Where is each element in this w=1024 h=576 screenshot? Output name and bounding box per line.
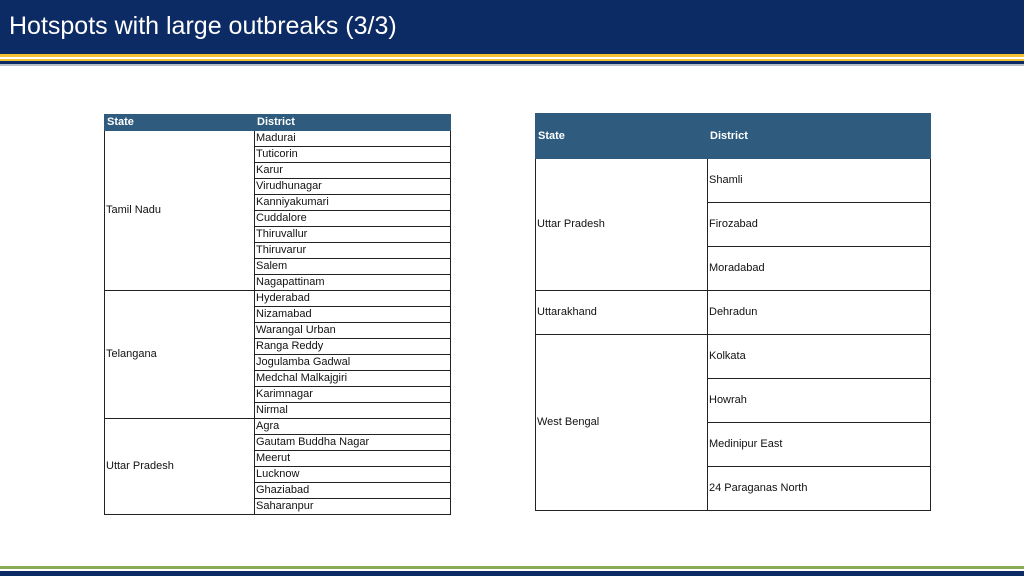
district-cell: Tuticorin — [255, 147, 451, 163]
header-gray-stripe — [0, 64, 1024, 66]
district-cell: Gautam Buddha Nagar — [255, 435, 451, 451]
state-cell: Tamil Nadu — [105, 131, 255, 291]
district-cell: Medchal Malkajgiri — [255, 371, 451, 387]
district-cell: Medinipur East — [708, 423, 931, 467]
right-hotspot-table — [535, 113, 931, 511]
district-cell: Kanniyakumari — [255, 195, 451, 211]
district-cell: Shamli — [708, 159, 931, 203]
district-cell: Virudhunagar — [255, 179, 451, 195]
state-cell: Uttar Pradesh — [105, 419, 255, 515]
footer-navy-stripe — [0, 571, 1024, 576]
district-cell: Salem — [255, 259, 451, 275]
left-table-body — [105, 131, 451, 515]
district-cell: Ranga Reddy — [255, 339, 451, 355]
district-cell: Hyderabad — [255, 291, 451, 307]
state-cell: West Bengal — [536, 335, 708, 511]
district-cell: 24 Paraganas North — [708, 467, 931, 511]
district-cell: Nagapattinam — [255, 275, 451, 291]
title-bar — [0, 0, 1024, 54]
table-row — [105, 131, 451, 147]
table-row — [536, 335, 931, 379]
district-cell: Nizamabad — [255, 307, 451, 323]
state-cell: Telangana — [105, 291, 255, 419]
state-cell: Uttar Pradesh — [536, 159, 708, 291]
district-cell: Firozabad — [708, 203, 931, 247]
district-cell: Jogulamba Gadwal — [255, 355, 451, 371]
table-row — [536, 159, 931, 203]
district-cell: Thiruvallur — [255, 227, 451, 243]
page-title: Hotspots with large outbreaks (3/3) — [9, 12, 397, 40]
district-cell: Lucknow — [255, 467, 451, 483]
table-row — [536, 291, 931, 335]
table-header-row — [105, 115, 451, 131]
left-hotspot-table — [104, 114, 451, 515]
district-cell: Moradabad — [708, 247, 931, 291]
district-cell: Dehradun — [708, 291, 931, 335]
column-header-state: State — [536, 114, 708, 159]
district-cell: Ghaziabad — [255, 483, 451, 499]
table-row — [105, 419, 451, 435]
district-cell: Nirmal — [255, 403, 451, 419]
district-cell: Warangal Urban — [255, 323, 451, 339]
right-table-body — [536, 159, 931, 511]
district-cell: Kolkata — [708, 335, 931, 379]
table-row — [105, 291, 451, 307]
column-header-district: District — [708, 114, 931, 159]
district-cell: Karimnagar — [255, 387, 451, 403]
district-cell: Saharanpur — [255, 499, 451, 515]
district-cell: Agra — [255, 419, 451, 435]
district-cell: Madurai — [255, 131, 451, 147]
state-cell: Uttarakhand — [536, 291, 708, 335]
district-cell: Cuddalore — [255, 211, 451, 227]
district-cell: Thiruvarur — [255, 243, 451, 259]
table-header-row — [536, 114, 931, 159]
district-cell: Karur — [255, 163, 451, 179]
district-cell: Meerut — [255, 451, 451, 467]
column-header-district: District — [255, 115, 451, 131]
column-header-state: State — [105, 115, 255, 131]
district-cell: Howrah — [708, 379, 931, 423]
